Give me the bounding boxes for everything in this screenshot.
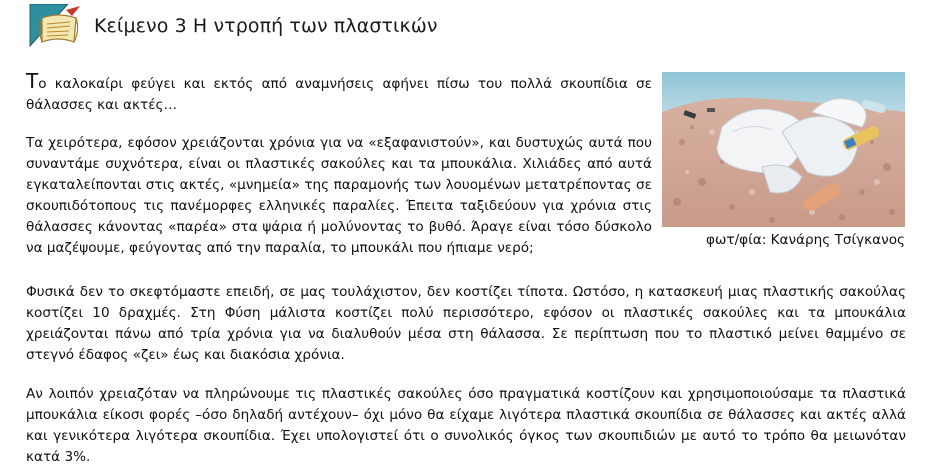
page-title: Κείμενο 3 Η ντροπή των πλαστικών xyxy=(94,15,438,37)
beach-litter-photo xyxy=(662,72,905,227)
paragraph-plastic-bags: Τα χειρότερα, εφόσον χρειάζονται χρόνια για να «εξαφανιστούν», και δυστυχώς αυτά που συναντάμε συχνότερα, είναι οι πλαστικές σακούλες και τα μπουκάλια. Χιλιάδες από αυτά εγκαταλείπονται στις ακτές, «μνημεία» της παραμονής των λουομένων μετατρέποντας σε σκουπιδότοπους τις πανέμορφες ελληνικές παραλίες. Έπειτα ταξιδεύουν για χρόνια στις θάλασσες κάνοντας «παρέα» στα ψάρια ή μολύνοντας το βυθό. Άραγε είναι τόσο δύσκολο να μαζέψουμε, φεύγοντας από την παραλία, το μπουκάλι που ήπιαμε νερό; xyxy=(26,135,652,256)
drop-cap-letter: Τ xyxy=(26,69,39,93)
page-header xyxy=(28,4,438,48)
paragraph-intro-text: ο καλοκαίρι φεύγει και εκτός από αναμνήσεις αφήνει πίσω του πολλά σκουπίδια σε θάλασσες και ακτές… xyxy=(26,76,652,113)
scroll-book-icon xyxy=(28,4,84,48)
paragraph-conclusion: Αν λοιπόν χρειαζόταν να πληρώνουμε τις πλαστικές σακούλες όσο πραγματικά κοστίζουν και χρησιμοποιούσαμε τα πλαστικά μπουκάλια είκοσι φορές –όσο δηλαδή αντέχουν– όχι μόνο θα είχαμε λιγότερα πλαστικά σκουπίδια σε θάλασσες και ακτές αλλά και γενικότερα λιγότερα σκουπίδια. Έχει υπολογιστεί ότι ο συνολικός όγκος των σκουπιδιών με αυτό το τρόπο θα μειωνόταν κατά 3%. xyxy=(26,386,906,465)
paragraph-cost: Φυσικά δεν το σκεφτόμαστε επειδή, σε μας τουλάχιστον, δεν κοστίζει τίποτα. Ωστόσο, η κατασκευή μιας πλαστικής σακούλας κοστίζει 10 δραχμές. Στη Φύση μάλιστα κοστίζει πολύ περισσότερο, εφόσον οι πλαστικές σακούλες και τα μπουκάλια χρειάζονται πάνω από τρία χρόνια για να διαλυθούν μέσα στη θάλασσα. Σε περίπτωση που το πλαστικό μείνει θαμμένο σε στεγνό έδαφος «ζει» έως και διακόσια χρόνια. xyxy=(26,284,906,363)
photo-caption: φωτ/φία: Κανάρης Τσίγκανος xyxy=(706,232,905,248)
paragraph-intro xyxy=(26,71,652,116)
